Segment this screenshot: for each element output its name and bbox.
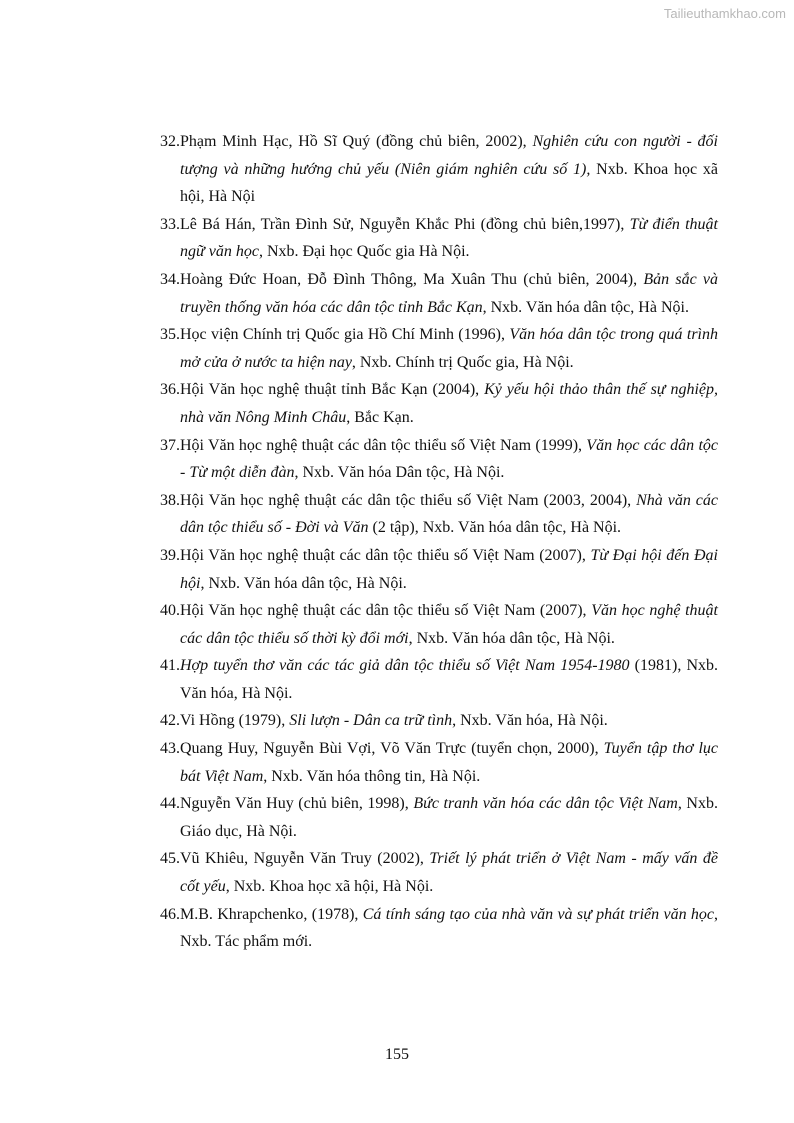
reference-number: 38.	[160, 491, 180, 509]
reference-detail: , Nxb. Văn hóa dân tộc, Hà Nội.	[200, 574, 407, 592]
reference-detail: , Nxb. Đại học Quốc gia Hà Nội.	[258, 243, 470, 261]
reference-detail: Hội Văn học nghệ thuật tỉnh Bắc Kạn (2004),	[180, 381, 485, 399]
reference-number: 32.	[160, 133, 180, 150]
reference-text	[180, 321, 718, 376]
page-number: 155	[385, 1046, 409, 1063]
reference-text	[180, 790, 718, 845]
reference-title: Hợp tuyển thơ văn các tác giả dân tộc thiểu số Việt Nam 1954-1980	[180, 657, 630, 675]
reference-item	[150, 790, 718, 845]
reference-detail: Hoàng Đức Hoan, Đỗ Đình Thông, Ma Xuân Thu (chủ biên, 2004),	[180, 270, 644, 288]
reference-item	[150, 128, 718, 211]
reference-detail: Quang Huy, Nguyễn Bùi Vợi, Võ Văn Trực (tuyển chọn, 2000),	[180, 740, 604, 758]
reference-detail: , Nxb. Tác phẩm mới.	[180, 905, 719, 951]
reference-number: 35.	[160, 326, 180, 344]
reference-title: Văn học các dân tộc - Từ một diễn đàn	[180, 436, 718, 482]
reference-text	[180, 211, 718, 266]
reference-detail: , Nxb. Giáo dục, Hà Nội.	[180, 795, 718, 840]
reference-text	[180, 597, 718, 652]
reference-detail: Vũ Khiêu, Nguyễn Văn Truy (2002),	[180, 850, 430, 868]
reference-text	[180, 542, 718, 597]
reference-item	[150, 211, 718, 266]
reference-item	[150, 376, 718, 431]
reference-text	[180, 652, 718, 707]
reference-text	[180, 266, 718, 321]
reference-item	[150, 266, 718, 321]
reference-title: Nghiên cứu con người - đối tượng và những hướng chủ yếu (Niên giám nghiên cứu số 1),	[180, 133, 718, 178]
reference-detail: M.B. Khrapchenko, (1978),	[180, 905, 363, 923]
reference-title: Bản sắc và truyền thống văn hóa các dân tộc tỉnh Bắc Kạn	[180, 270, 719, 316]
reference-detail: , Nxb. Văn hóa thông tin, Hà Nội.	[263, 767, 481, 785]
reference-detail: Lê Bá Hán, Trần Đình Sử, Nguyễn Khắc Phi (đồng chủ biên,1997),	[180, 215, 630, 233]
reference-title: Từ điển thuật ngữ văn học	[180, 215, 719, 261]
reference-title: Cá tính sáng tạo của nhà văn và sự phát triển văn học	[362, 905, 715, 923]
reference-number: 45.	[160, 850, 180, 868]
reference-item	[150, 432, 718, 487]
reference-number: 40.	[160, 602, 180, 620]
reference-detail: Hội Văn học nghệ thuật các dân tộc thiểu số Việt Nam (1999),	[180, 436, 587, 454]
reference-title: Triết lý phát triển ở Việt Nam - mấy vấn đề cốt yếu	[180, 850, 718, 896]
reference-title: Từ Đại hội đến Đại hội	[180, 546, 719, 592]
reference-detail: Hội Văn học nghệ thuật các dân tộc thiểu số Việt Nam (2003, 2004),	[180, 491, 637, 509]
reference-title: Kỷ yếu hội thảo thân thế sự nghiệp, nhà văn Nông Minh Châu	[180, 381, 718, 426]
reference-number: 44.	[160, 795, 180, 813]
reference-detail: Hội Văn học nghệ thuật các dân tộc thiểu số Việt Nam (2007),	[180, 602, 592, 620]
reference-number: 34.	[160, 270, 180, 288]
reference-number: 36.	[160, 381, 180, 399]
reference-item	[150, 652, 718, 707]
reference-detail: Học viện Chính trị Quốc gia Hồ Chí Minh (1996),	[180, 326, 510, 344]
reference-detail: , Nxb. Chính trị Quốc gia, Hà Nội.	[351, 353, 574, 371]
reference-detail: Phạm Minh Hạc, Hồ Sĩ Quý (đồng chủ biên, 2002),	[180, 133, 533, 150]
reference-detail: , Nxb. Văn hóa, Hà Nội.	[452, 712, 608, 730]
reference-item	[150, 321, 718, 376]
reference-text	[180, 845, 718, 900]
reference-detail: , Bắc Kạn.	[346, 408, 414, 426]
reference-detail: (1981), Nxb. Văn hóa, Hà Nội.	[180, 657, 719, 702]
reference-detail: (2 tập), Nxb. Văn hóa dân tộc, Hà Nội.	[368, 519, 622, 537]
reference-number: 46.	[160, 905, 180, 923]
reference-title: Nhà văn các dân tộc thiểu số - Đời và Văn	[180, 491, 718, 537]
reference-title: Tuyển tập thơ lục bát Việt Nam	[180, 740, 719, 785]
reference-detail: Hội Văn học nghệ thuật các dân tộc thiểu số Việt Nam (2007),	[180, 546, 591, 564]
reference-text	[180, 432, 718, 487]
reference-detail: , Nxb. Văn hóa dân tộc, Hà Nội.	[482, 298, 689, 316]
reference-item	[150, 735, 718, 790]
reference-detail: , Nxb. Văn hóa Dân tộc, Hà Nội.	[294, 464, 505, 482]
reference-number: 39.	[160, 546, 180, 564]
reference-number: 42.	[160, 712, 180, 730]
reference-title: Văn hóa dân tộc trong quá trình mở cửa ở nước ta hiện nay	[180, 326, 718, 371]
reference-detail: Nxb. Khoa học xã hội, Hà Nội	[180, 160, 718, 206]
reference-number: 43.	[160, 740, 180, 758]
reference-item	[150, 845, 718, 900]
reference-item	[150, 542, 718, 597]
reference-list	[150, 128, 718, 956]
watermark: Tailieuthamkhao.com	[663, 6, 786, 21]
reference-detail: , Nxb. Văn hóa dân tộc, Hà Nội.	[408, 629, 615, 647]
reference-number: 33.	[160, 215, 180, 233]
reference-detail: , Nxb. Khoa học xã hội, Hà Nội.	[225, 878, 434, 896]
reference-detail: Vi Hồng (1979),	[180, 712, 290, 730]
reference-text	[180, 901, 718, 956]
reference-text	[180, 128, 718, 211]
reference-number: 37.	[160, 436, 180, 454]
reference-text	[180, 376, 718, 431]
reference-title: Văn học nghệ thuật các dân tộc thiểu số thời kỳ đổi mới	[180, 602, 718, 647]
reference-text	[180, 735, 718, 790]
reference-title: Bức tranh văn hóa các dân tộc Việt Nam	[413, 795, 678, 813]
reference-text	[180, 487, 718, 542]
reference-item	[150, 901, 718, 956]
reference-item	[150, 487, 718, 542]
reference-title: Sli lượn - Dân ca trữ tình	[289, 712, 453, 730]
reference-item	[150, 597, 718, 652]
reference-number: 41.	[160, 657, 180, 675]
reference-item	[150, 707, 718, 735]
reference-detail: Nguyễn Văn Huy (chủ biên, 1998),	[180, 795, 414, 813]
reference-text	[180, 707, 718, 735]
